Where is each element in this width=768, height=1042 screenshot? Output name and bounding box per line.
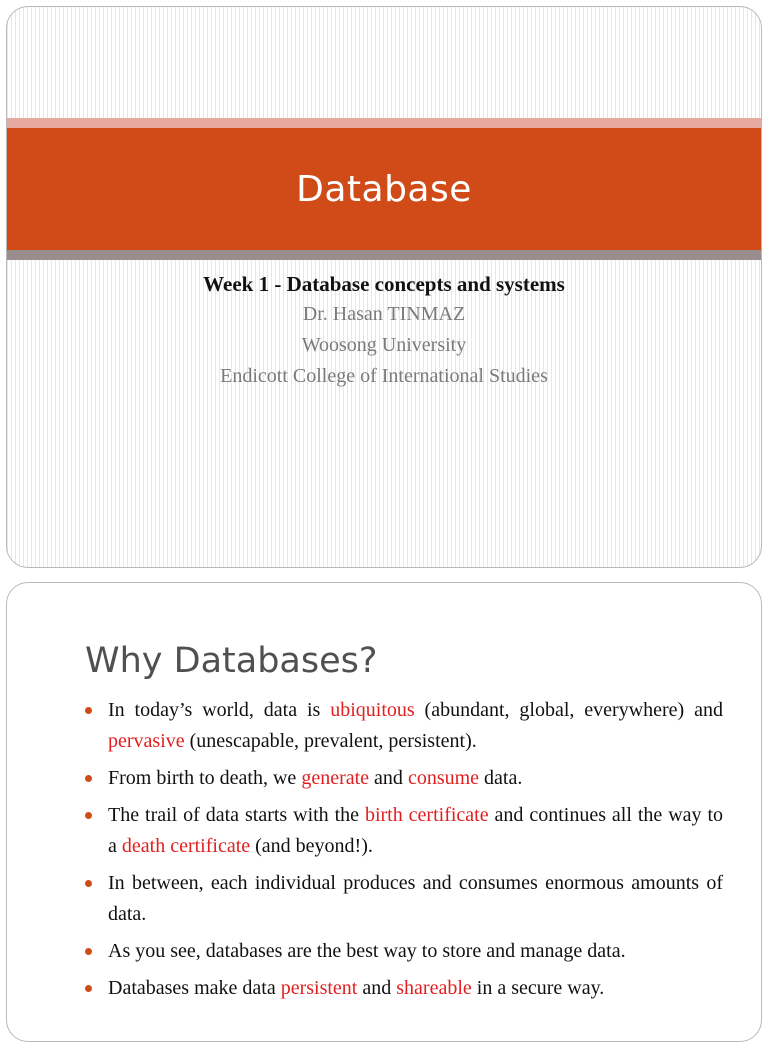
bullet-item bbox=[85, 868, 723, 930]
university-line: Woosong University bbox=[301, 334, 467, 356]
subtitle-block bbox=[7, 269, 761, 392]
course-week-line: Week 1 - Database concepts and systems bbox=[203, 272, 565, 296]
bullet-text: Databases make data bbox=[108, 977, 281, 999]
author-line: Dr. Hasan TINMAZ bbox=[302, 303, 466, 325]
bullet-text: From birth to death, we bbox=[108, 767, 302, 789]
slide-title: Database bbox=[296, 168, 472, 210]
bullet-text: In between, each individual produces and consumes enormous amounts of data. bbox=[108, 872, 723, 925]
bullet-text: As you see, databases are the best way to store and manage data. bbox=[108, 940, 626, 962]
bullet-item bbox=[85, 763, 723, 794]
bullet-text: The trail of data starts with the bbox=[108, 804, 365, 826]
bullet-dot-icon bbox=[85, 707, 92, 714]
title-accent-band-top bbox=[7, 118, 761, 128]
bullet-list bbox=[85, 695, 723, 1010]
bullet-item bbox=[85, 936, 723, 967]
content-slide bbox=[6, 582, 762, 1042]
bullet-text: and continues all the way to a bbox=[108, 804, 723, 857]
title-accent-band-bottom bbox=[7, 250, 761, 260]
bullet-text: data. bbox=[479, 767, 523, 789]
bullet-text: in a secure way. bbox=[471, 977, 605, 999]
bullet-item bbox=[85, 800, 723, 862]
title-band bbox=[7, 128, 761, 250]
highlighted-term: ubiquitous bbox=[330, 699, 415, 721]
bullet-text: and bbox=[357, 977, 397, 999]
bullet-dot-icon bbox=[85, 812, 92, 819]
college-line: Endicott College of International Studies bbox=[220, 365, 548, 387]
bullet-dot-icon bbox=[85, 985, 92, 992]
content-slide-title: Why Databases? bbox=[85, 641, 378, 681]
highlighted-term: birth certificate bbox=[364, 804, 489, 826]
bullet-dot-icon bbox=[85, 775, 92, 782]
highlighted-term: generate bbox=[301, 767, 370, 789]
highlighted-term: consume bbox=[407, 767, 480, 789]
bullet-text: (unescapable, prevalent, persistent). bbox=[184, 730, 477, 752]
bullet-dot-icon bbox=[85, 880, 92, 887]
highlighted-term: shareable bbox=[396, 977, 472, 999]
highlighted-term: persistent bbox=[280, 977, 358, 999]
bullet-dot-icon bbox=[85, 948, 92, 955]
bullet-item bbox=[85, 695, 723, 757]
highlighted-term: pervasive bbox=[108, 730, 185, 752]
bullet-text: and bbox=[369, 767, 408, 789]
title-slide bbox=[6, 6, 762, 568]
bullet-text: In today’s world, data is bbox=[108, 699, 331, 721]
bullet-item bbox=[85, 973, 723, 1004]
highlighted-term: death certificate bbox=[121, 835, 251, 857]
bullet-text: (and beyond!). bbox=[250, 835, 373, 857]
bullet-text: (abundant, global, everywhere) and bbox=[414, 699, 723, 721]
